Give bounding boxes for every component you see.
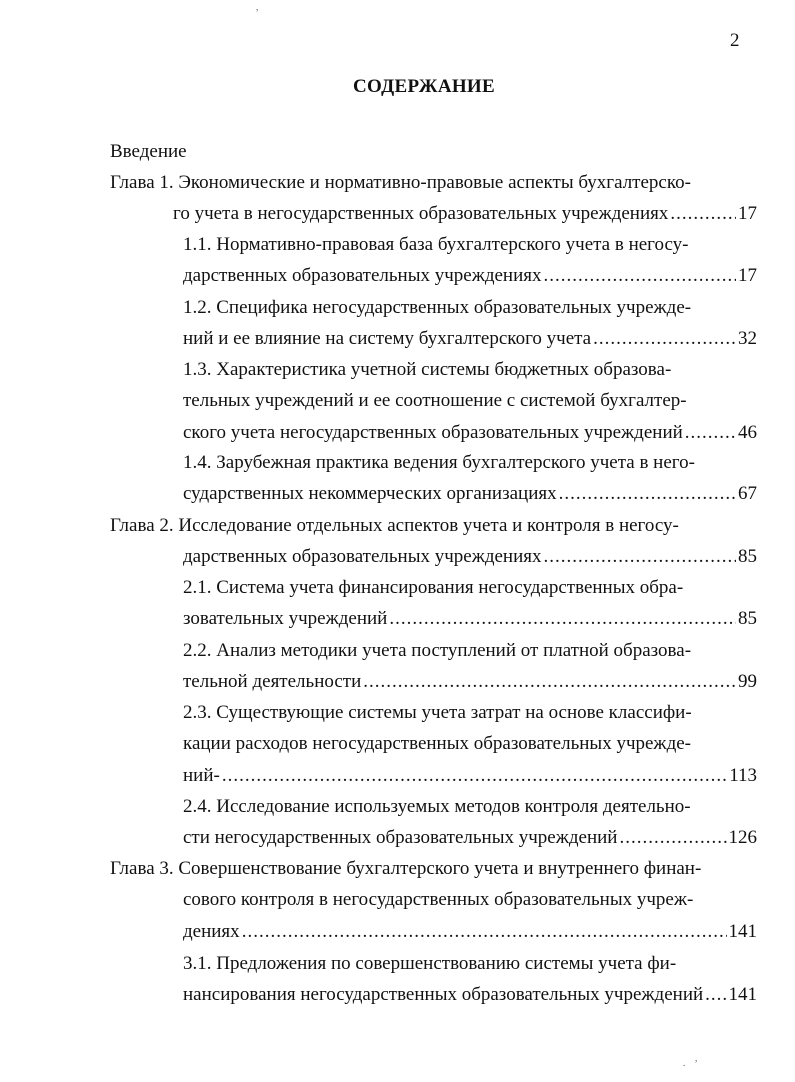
toc-entry-text: ний и ее влияние на систему бухгалтерского учета — [183, 328, 592, 349]
toc-entry-text: сового контроля в негосударственных образовательных учреж- — [183, 889, 694, 910]
toc-entry-text: 1.2. Специфика негосударственных образовательных учрежде- — [183, 297, 692, 318]
toc-entry-text: кации расходов негосударственных образовательных учрежде- — [183, 733, 691, 754]
dot-leader — [544, 541, 737, 572]
toc-entry-last-line — [183, 541, 757, 572]
toc-entry-last-line — [183, 666, 757, 697]
dot-leader — [685, 417, 736, 448]
toc-entry-text: тельных учреждений и ее соотношение с системой бухгалтер- — [183, 390, 687, 411]
dot-leader — [670, 198, 736, 229]
toc-page-number: 46 — [738, 422, 757, 443]
dot-leader — [559, 478, 736, 509]
toc-entry-last-line — [183, 323, 757, 354]
toc-entry-last-line — [183, 916, 757, 947]
toc-entry-text: ского учета негосударственных образовательных учреждений — [183, 422, 683, 443]
toc-entry-last-line — [183, 417, 757, 448]
toc-entry-text: Глава 1. Экономические и нормативно-правовые аспекты бухгалтерско- — [110, 172, 691, 193]
toc-entry-text: 1.4. Зарубежная практика ведения бухгалтерского учета в него- — [183, 452, 695, 473]
dot-leader — [619, 822, 726, 853]
toc-entry-text: зовательных учреждений — [183, 608, 388, 629]
toc-entry-text: тельной деятельности — [183, 671, 362, 692]
toc-page-number: 85 — [738, 608, 757, 629]
toc-entry-last-line — [173, 198, 757, 229]
toc-entry-last-line — [183, 760, 757, 791]
toc-entry-text: Введение — [110, 141, 187, 162]
toc-entry-text: 3.1. Предложения по совершенствованию системы учета фи- — [183, 953, 677, 974]
toc-entry-text: 2.4. Исследование используемых методов контроля деятельно- — [183, 796, 691, 817]
toc-page-number: 32 — [738, 328, 757, 349]
toc-page-number: 113 — [729, 765, 757, 786]
toc-entry-text: Глава 2. Исследование отдельных аспектов учета и контроля в негосу- — [110, 515, 679, 536]
toc-entry-text: нансирования негосударственных образовательных учреждений — [183, 984, 704, 1005]
toc-entry-text: 1.3. Характеристика учетной системы бюджетных образова- — [183, 359, 672, 380]
scan-speck: , — [256, 2, 259, 12]
dot-leader — [705, 979, 726, 1010]
toc-entry-text: сударственных некоммерческих организациях — [183, 483, 557, 504]
toc-page-number: 141 — [728, 921, 757, 942]
toc-entry-text: го учета в негосударственных образовательных учреждениях — [173, 203, 669, 224]
toc-entry-text: 2.2. Анализ методики учета поступлений от платной образова- — [183, 640, 692, 661]
toc-page-number: 99 — [738, 671, 757, 692]
toc-entry-text: дениях — [183, 921, 240, 942]
dot-leader — [363, 666, 736, 697]
dot-leader — [389, 603, 736, 634]
toc-entry-last-line — [183, 478, 757, 509]
toc-entry-text: сти негосударственных образовательных учреждений — [183, 827, 618, 848]
toc-entry-last-line — [183, 260, 757, 291]
toc-entry-text: дарственных образовательных учреждениях — [183, 546, 542, 567]
toc-entry-text: 2.1. Система учета финансирования негосударственных обра- — [183, 577, 684, 598]
toc-title: СОДЕРЖАНИЕ — [353, 76, 495, 97]
toc-page-number: 17 — [738, 203, 757, 224]
scan-speck: , — [695, 1053, 698, 1063]
dot-leader — [242, 916, 727, 947]
dot-leader — [593, 323, 736, 354]
toc-page-number: 17 — [738, 265, 757, 286]
toc-entry-text: 1.1. Нормативно-правовая база бухгалтерского учета в негосу- — [183, 234, 689, 255]
toc-page-number: 85 — [738, 546, 757, 567]
toc-entry-last-line — [183, 822, 757, 853]
toc-entry-text: ний- — [183, 765, 220, 786]
dot-leader — [222, 760, 727, 791]
toc-entry-text: 2.3. Существующие системы учета затрат на основе классифи- — [183, 702, 692, 723]
page-number: 2 — [730, 30, 740, 51]
toc-page-number: 141 — [728, 984, 757, 1005]
toc-entry-last-line — [183, 979, 757, 1010]
scan-speck: . — [683, 1058, 686, 1068]
toc-entry-last-line — [183, 603, 757, 634]
dot-leader — [544, 260, 737, 291]
toc-page-number: 67 — [738, 483, 757, 504]
toc-page-number: 126 — [728, 827, 757, 848]
toc-entry-text: Глава 3. Совершенствование бухгалтерского учета и внутреннего финан- — [110, 858, 702, 879]
toc-entry-text: дарственных образовательных учреждениях — [183, 265, 542, 286]
